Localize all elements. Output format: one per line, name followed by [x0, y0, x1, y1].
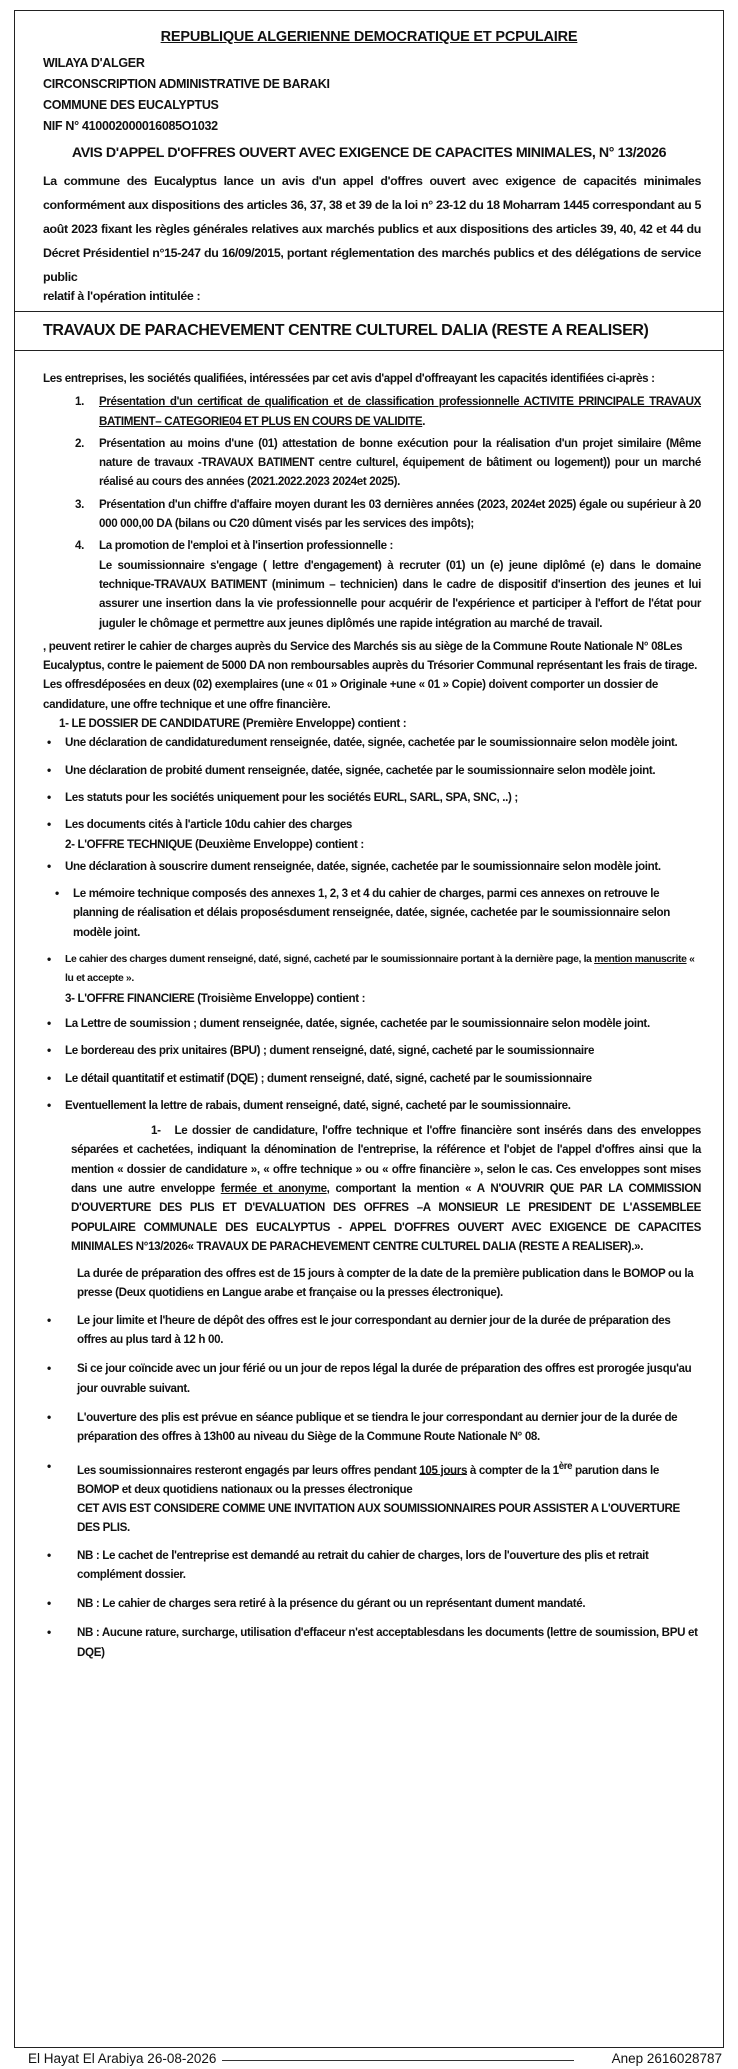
notice-body — [43, 369, 701, 1662]
notice-frame — [14, 10, 724, 2048]
invitation-text: CET AVIS EST CONSIDERE COMME UNE INVITATION AUX SOUMISSIONNAIRES POUR ASSISTER A L'OUVERTURE DES PLIS. — [77, 1502, 680, 1535]
duree-paragraph: La durée de préparation des offres est de 15 jours à compter de la date de la première publication dans le BOMOP ou la presse (Deux quotidiens en Langue arabe et française ou la presses électronique). — [77, 1267, 694, 1300]
final-item: • L'ouverture des plis est prévue en séance publique et se tiendra le jour correspondant au dernier jour de la durée de préparation des offres à 13h00 au niveau du Siège de la Commune Route Nationale N° 08. — [47, 1408, 701, 1447]
criterion-3: 3. Présentation d'un chiffre d'affaire moyen durant les 03 dernières années (2023, 2024et 2025) égale ou supérieur à 20 000 000,00 DA (bilans ou C20 dûment visés par les services des impôts); — [75, 497, 701, 531]
operation-intro: relatif à l'opération intitulée : — [43, 289, 201, 303]
lead-text: Les entreprises, les sociétés qualifiées, intéressées par cet avis d'appel d'offreayant les capacités identifiées ci-après : — [43, 372, 655, 385]
publication-footer — [0, 2050, 738, 2069]
final-item: • Si ce jour coïncide avec un jour férié ou un jour de repos légal la durée de préparation des offres est prorogée jusqu'au jour ouvrable suivant. — [47, 1359, 701, 1398]
dossier-item: • Une déclaration de probité dument renseignée, datée, signée, cachetée par le soumissionnaire selon modèle joint. — [47, 761, 701, 780]
financiere-item: • Le détail quantitatif et estimatif (DQE) ; dument renseigné, daté, signé, cacheté par le soumissionnaire — [47, 1069, 701, 1088]
bullet-icon: • — [47, 1097, 51, 1112]
technique-item: • Une déclaration à souscrire dument renseignée, datée, signée, cachetée par le soumissionnaire selon modèle joint. — [47, 857, 701, 876]
criterion-1: 1. Présentation d'un certificat de qualification et de classification professionnelle ACTIVITE PRINCIPALE TRAVAUX BATIMENT– CATEGORIE04 ET PLUS EN COURS DE VALIDITE. — [75, 395, 701, 428]
bullet-icon: • — [47, 952, 51, 967]
bullet-icon: • — [47, 1596, 51, 1611]
bullet-icon: • — [47, 1547, 51, 1562]
nb-item: • NB : Le cahier de charges sera retiré à la présence du gérant ou un représentant dument mandaté. — [47, 1594, 701, 1613]
divider-top — [15, 311, 723, 312]
enveloppe-paragraph: 1- Le dossier de candidature, l'offre technique et l'offre financière sont insérés dans des enveloppes séparées et cachetées, indiquant la dénomination de l'entreprise, la référence et l'objet de l'appel d'offres ainsi que la mention « dossier de candidature », « offre technique » ou « offre financière », selon le cas. Ces enveloppes sont mises dans une autre enveloppe fermée et anonyme, comportant la mention « A N'OUVRIR QUE PAR LA COMMISSION D'OUVERTURE DES PLIS ET D'EVALUATION DES OFFRES –A MONSIEUR LE PRESIDENT DE L'ASSEMBLEE POPULAIRE COMMUNALE DES EUCALYPTUS - APPEL D'OFFRES OUVERT AVEC EXIGENCE DE CAPACITES MINIMALES N°13/2026« TRAVAUX DE PARACHEVEMENT CENTRE CULTUREL DALIA (RESTE A REALISER).». — [71, 1124, 701, 1253]
technique-item: • Le cahier des charges dument renseigné, daté, signé, cacheté par le soumissionnaire portant à la dernière page, la mention manuscrite « lu et accepte ». — [47, 950, 701, 989]
criterion-4: 4. La promotion de l'emploi et à l'insertion professionnelle : Le soumissionnaire s'engage ( lettre d'engagement) à recruter (01) un (e) jeune diplômé (e) dans le domaine technique-TRAVAUX BATIMENT (minimum – technicien) dans le cadre de dispositif d'insertion des jeunes et lui assurer une insertion dans la vie professionnelle pour acquérir de l'expérience et participer à l'effort de l'état pour juguler le chômage et permettre aux jeunes diplômés une rapide intégration au marché de travail. — [75, 539, 701, 630]
retrait-paragraph: , peuvent retirer le cahier de charges auprès du Service des Marchés sis au siège de la Commune Route Nationale N° 08Les Eucalyptus, contre le paiement de 5000 DA non remboursables auprès du Trésorier Communal représentant les frais de tirage. — [43, 639, 698, 673]
nb-item: • NB : Aucune rature, surcharge, utilisation d'effaceur n'est acceptablesdans les documents (lettre de soumission, BPU et DQE) — [47, 1623, 701, 1662]
bullet-icon: • — [47, 1458, 51, 1473]
financiere-item: • Le bordereau des prix unitaires (BPU) ; dument renseigné, daté, signé, cacheté par le soumissionnaire — [47, 1041, 701, 1060]
financiere-item: • La Lettre de soumission ; dument renseignée, datée, signée, cachetée par le soumissionnaire selon modèle joint. — [47, 1014, 701, 1033]
republic-heading: REPUBLIQUE ALGERIENNE DEMOCRATIQUE ET PCPULAIRE — [160, 29, 578, 45]
technique-title: 2- L'OFFRE TECHNIQUE (Deuxième Enveloppe) contient : — [65, 837, 364, 851]
commune-line: COMMUNE DES EUCALYPTUS — [43, 98, 219, 112]
technique-item: • Le mémoire technique composés des annexes 1, 2, 3 et 4 du cahier de charges, parmi ces annexes on retrouve le planning de réalisation et délais proposésdument renseignée, datée, signée, cachetée par le soumissionnaire selon modèle joint. — [55, 884, 701, 942]
bullet-icon: • — [55, 886, 59, 901]
notice-title: AVIS D'APPEL D'OFFRES OUVERT AVEC EXIGENCE DE CAPACITES MINIMALES, N° 13/2026 — [71, 145, 667, 161]
bullet-icon: • — [47, 1625, 51, 1640]
bullet-icon: • — [47, 817, 51, 832]
intro-paragraph: La commune des Eucalyptus lance un avis d'un appel d'offres ouvert avec exigence de capacités minimales conformément aux dispositions des articles 36, 37, 38 et 39 de la loi n° 23-12 du 18 Moharram 1445 correspondant au 5 août 2023 fixant les règles générales relatives aux marchés publics et aux dispositions des articles 39, 40, 42 et 44 du Décret Présidentiel n°15-247 du 16/09/2015, portant réglementation des marchés publics et des délégations de service public — [43, 174, 701, 284]
dossier-item: • Les documents cités à l'article 10du cahier des charges — [47, 815, 701, 834]
bullet-icon: • — [47, 1312, 51, 1327]
bullet-icon: • — [47, 789, 51, 804]
dossier-item: • Une déclaration de candidaturedument renseignée, datée, signée, cachetée par le soumissionnaire selon modèle joint. — [47, 733, 701, 752]
nb-item: • NB : Le cachet de l'entreprise est demandé au retrait du cahier de charges, lors de l'ouverture des plis et retrait complément dossier. — [47, 1546, 701, 1585]
issuer-block — [43, 53, 723, 137]
divider-bottom — [15, 350, 723, 351]
offres-paragraph: Les offresdéposées en deux (02) exemplaires (une « 01 » Originale +une « 01 » Copie) doivent comporter un dossier de candidature, une offre technique et une offre financière. — [43, 678, 658, 711]
final-item: • Le jour limite et l'heure de dépôt des offres est le jour correspondant au dernier jour de la durée de préparation des offres au plus tard à 12 h 00. — [47, 1311, 701, 1350]
dossier-item: • Les statuts pour les sociétés uniquement pour les sociétés EURL, SARL, SPA, SNC, ..) ; — [47, 788, 701, 807]
wilaya-line: WILAYA D'ALGER — [43, 56, 145, 70]
criterion-2: 2. Présentation au moins d'une (01) attestation de bonne exécution pour la réalisation d'un projet similaire (Même nature de travaux -TRAVAUX BATIMENT centre culturel, équipement de bâtiment ou logement)) pour un marché réalisé au cours des années (2021.2022.2023 2024et 2025). — [75, 436, 701, 489]
operation-title: TRAVAUX DE PARACHEVEMENT CENTRE CULTUREL DALIA (RESTE A REALISER) — [43, 322, 649, 339]
bullet-icon: • — [47, 1070, 51, 1085]
dossier-title: 1- LE DOSSIER DE CANDIDATURE (Première Enveloppe) contient : — [59, 717, 407, 731]
nif-line: NIF N° 410002000016085O1032 — [43, 119, 218, 133]
financiere-title: 3- L'OFFRE FINANCIERE (Troisième Enveloppe) contient : — [65, 991, 366, 1005]
bullet-icon: • — [47, 1015, 51, 1030]
bullet-icon: • — [47, 1361, 51, 1376]
bullet-icon: • — [47, 1409, 51, 1424]
bullet-icon: • — [47, 762, 51, 777]
bullet-icon: • — [47, 858, 51, 873]
footer-rule — [222, 2060, 574, 2061]
circonscription-line: CIRCONSCRIPTION ADMINISTRATIVE DE BARAKI — [43, 77, 330, 91]
bullet-icon: • — [47, 735, 51, 750]
anep-reference: Anep 2616028787 — [611, 2051, 722, 2066]
financiere-item: • Eventuellement la lettre de rabais, dument renseigné, daté, signé, cacheté par le soumissionnaire. — [47, 1096, 701, 1115]
newspaper-date: El Hayat El Arabiya 26-08-2026 — [28, 2051, 217, 2066]
bullet-icon: • — [47, 1043, 51, 1058]
engagement-item: • Les soumissionnaires resteront engagés par leurs offres pendant 105 jours à compter de la 1ère parution dans le BOMOP et deux quotidiens nationaux ou la presses électronique — [47, 1457, 701, 1499]
